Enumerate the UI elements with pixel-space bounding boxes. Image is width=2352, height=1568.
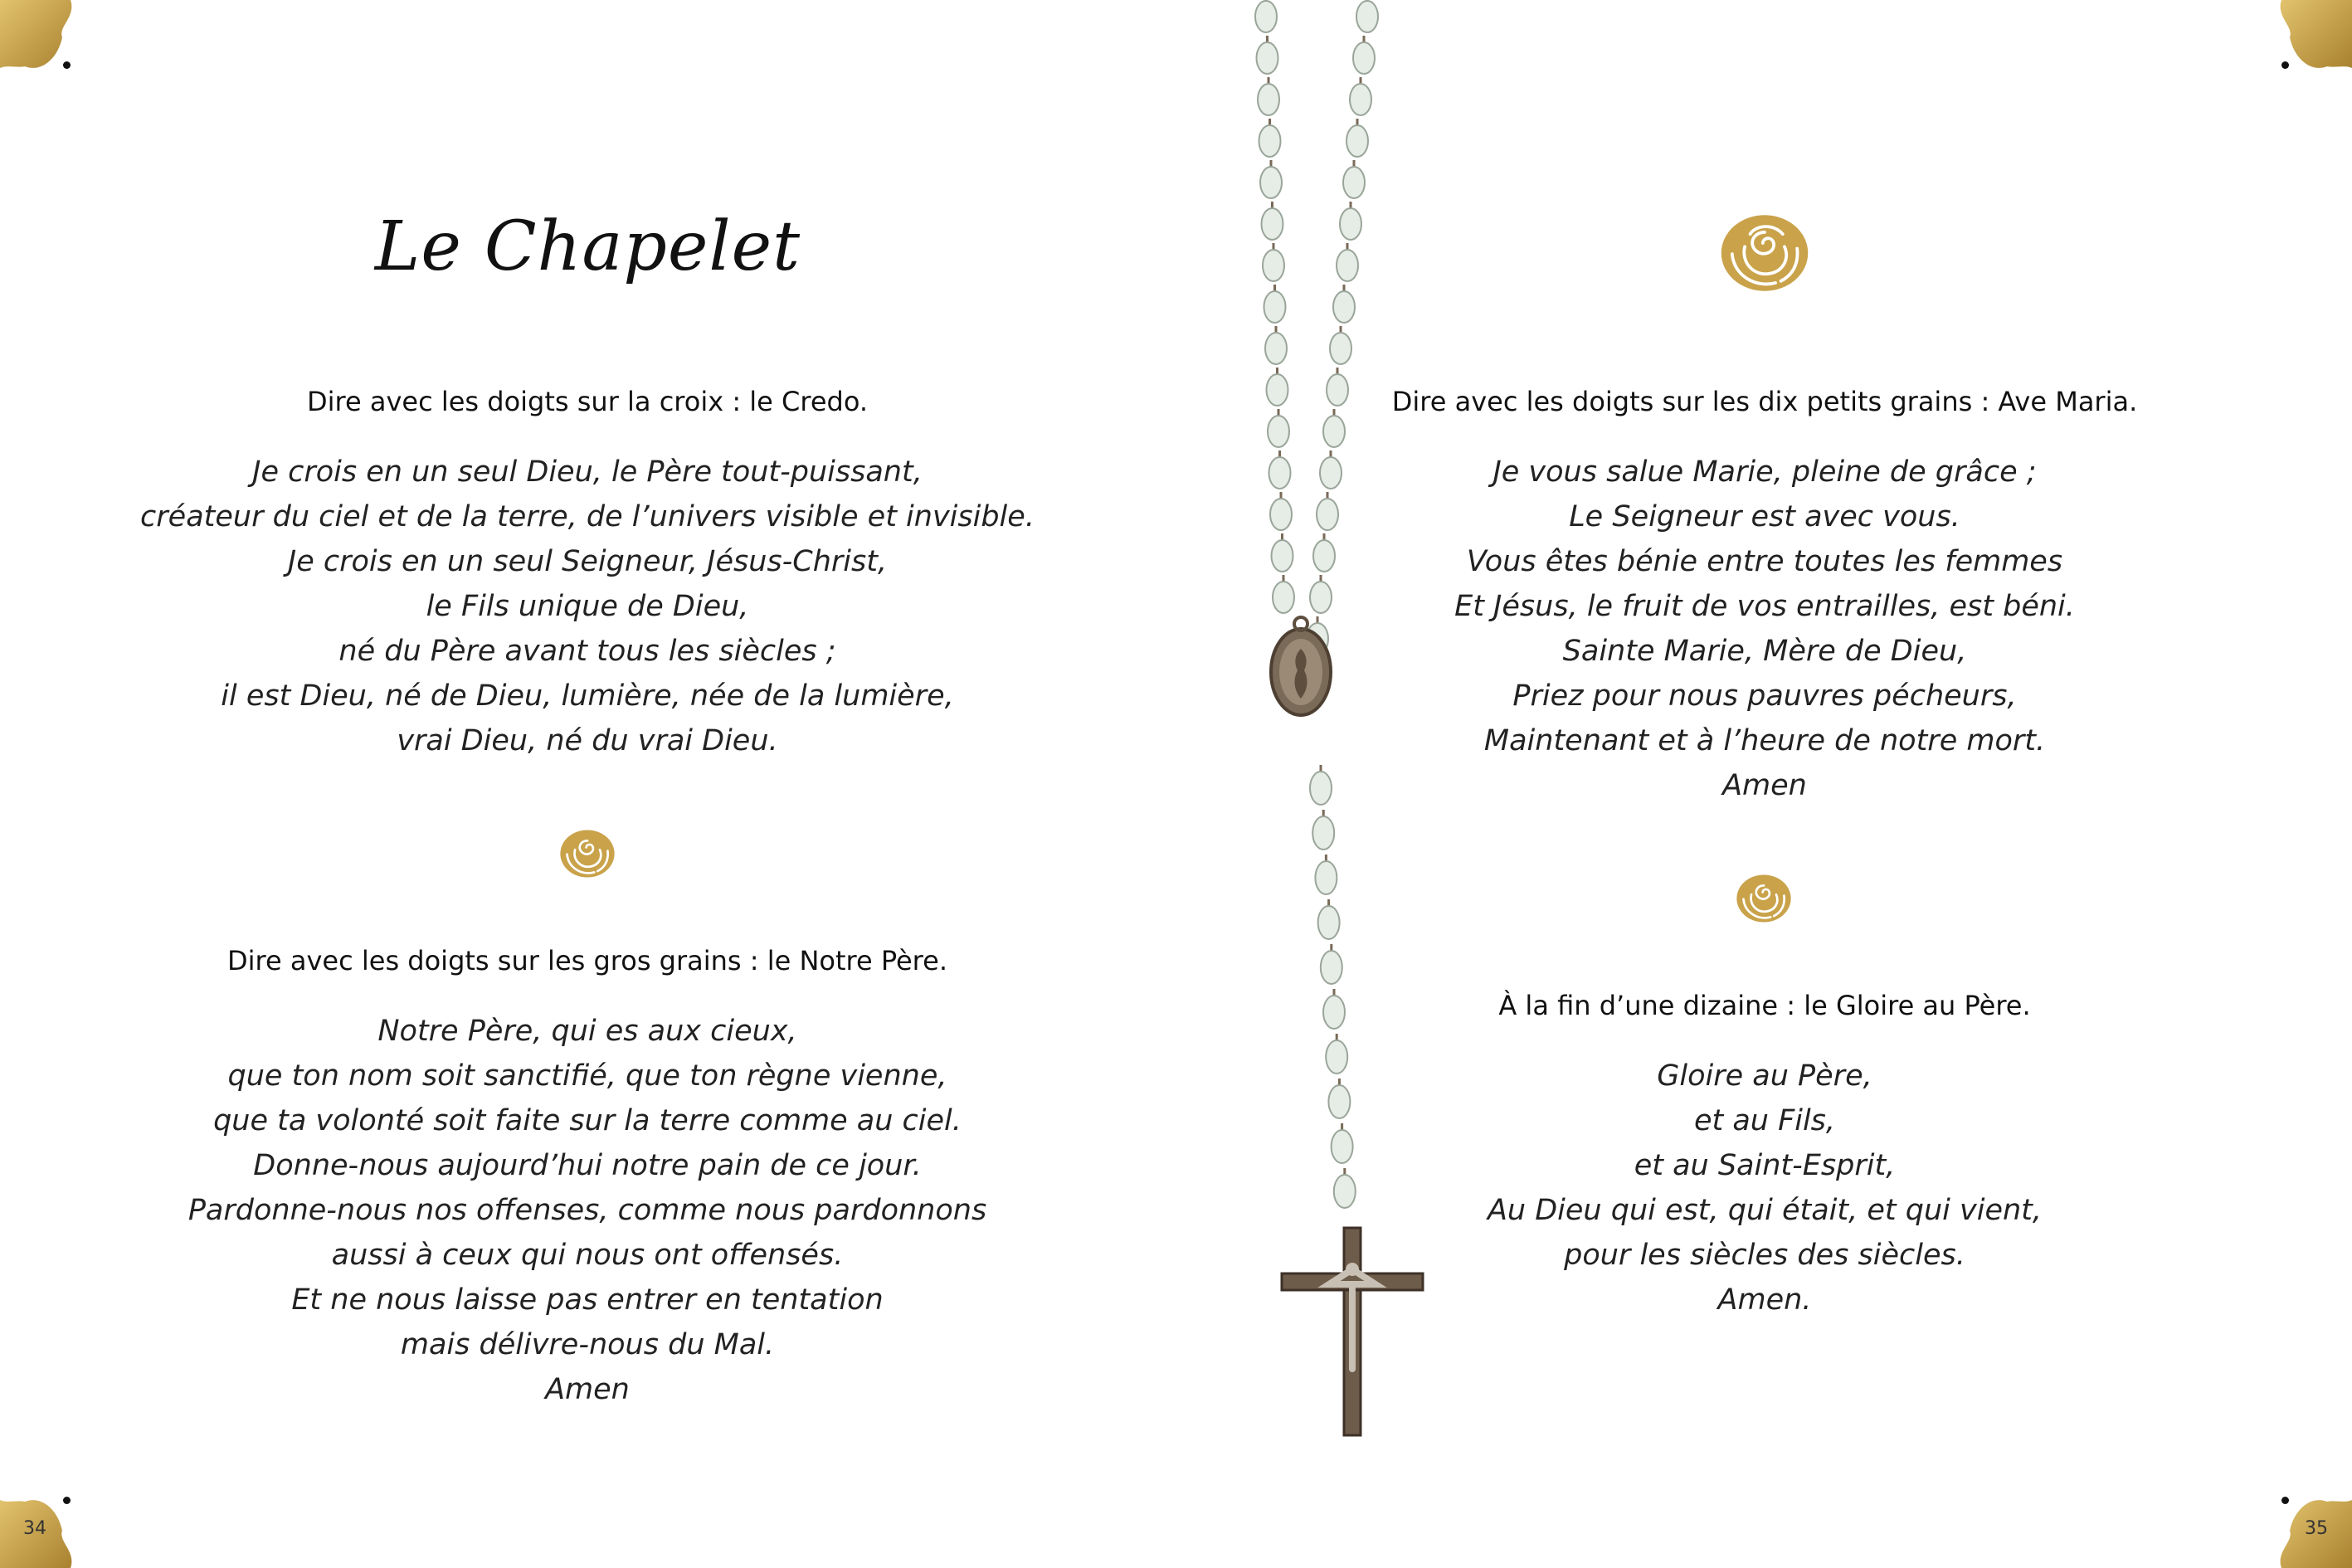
rosary-chain-right — [1303, 0, 1378, 696]
rosary-bead — [1310, 582, 1332, 613]
rosary-bead — [1326, 1040, 1347, 1074]
rosary-bead — [1337, 250, 1358, 281]
rosary-bead — [1323, 996, 1345, 1029]
page-number-left: 34 — [23, 1518, 46, 1539]
prayer-line: Amen — [1722, 769, 1807, 802]
rosary-bead — [1353, 42, 1375, 74]
rosary-bead — [1260, 167, 1282, 198]
prayer-line: Le Seigneur est avec vous. — [1569, 500, 1960, 533]
rosary-bead — [1318, 906, 1340, 939]
rosary-bead — [1350, 84, 1371, 115]
rosary-bead — [1263, 250, 1284, 281]
prayer-line: Je crois en un seul Seigneur, Jésus-Christ, — [287, 545, 888, 578]
rosary-bead — [1356, 1, 1378, 32]
rosary-bead — [1257, 42, 1278, 74]
prayer-line: aussi à ceux qui nous ont offensés. — [331, 1239, 844, 1272]
rosary-bead — [1264, 291, 1286, 323]
prayer-line: Vous êtes bénie entre toutes les femmes — [1466, 545, 2063, 578]
prayer-line: Gloire au Père, — [1657, 1059, 1872, 1093]
rosary-bead — [1273, 582, 1294, 613]
rosary-bead — [1312, 816, 1334, 850]
instruction-text: Dire avec les doigts sur les gros grains : le Notre Père. — [227, 945, 947, 976]
prayer-line: Au Dieu qui est, qui était, et qui vient, — [1487, 1194, 2043, 1227]
rosary-illustration — [1236, 0, 1452, 1460]
prayer-line: que ton nom soit sanctifié, que ton règne vienne, — [227, 1059, 947, 1093]
rosary-chain-bottom — [1310, 765, 1356, 1208]
rosary-bead — [1346, 125, 1368, 157]
prayer-line: il est Dieu, né de Dieu, lumière, née de la lumière, — [221, 679, 954, 713]
prayer-line: pour les siècles des siècles. — [1564, 1239, 1965, 1272]
prayer-line: mais délivre-nous du Mal. — [400, 1328, 775, 1361]
rosary-bead — [1315, 861, 1337, 894]
prayer-line: et au Fils, — [1693, 1104, 1836, 1137]
rose-icon — [1736, 873, 1792, 924]
rosary-bead — [1328, 1085, 1350, 1118]
rosary-bead — [1265, 333, 1287, 364]
rosary-bead — [1255, 1, 1277, 32]
credo-section — [131, 383, 1044, 763]
page-number-right: 35 — [2305, 1518, 2328, 1539]
prayer-line: Je crois en un seul Dieu, le Père tout-puissant, — [252, 455, 923, 489]
prayer-line: Pardonne-nous nos offenses, comme nous pardonnons — [187, 1194, 987, 1227]
rosary-bead — [1258, 84, 1279, 115]
rosary-bead — [1330, 333, 1351, 364]
rosary-bead — [1327, 374, 1348, 406]
prayer-line: Notre Père, qui es aux cieux, — [377, 1015, 797, 1048]
page-title: Le Chapelet — [374, 207, 801, 286]
prayer-line: Et Jésus, le fruit de vos entrailles, est béni. — [1454, 590, 2075, 623]
rosary-bead — [1268, 416, 1289, 447]
prayer-line: Je vous salue Marie, pleine de grâce ; — [1493, 455, 2037, 489]
prayer-line: né du Père avant tous les siècles ; — [338, 635, 836, 668]
rosary-bead — [1269, 457, 1291, 489]
rose-icon — [559, 828, 616, 879]
rosary-bead — [1272, 540, 1293, 572]
instruction-text: Dire avec les doigts sur la croix : le Credo. — [306, 386, 868, 417]
rosary-bead — [1332, 1130, 1353, 1163]
notre-pere-section — [131, 942, 1044, 1412]
prayer-text — [131, 1009, 1044, 1412]
rosary-bead — [1259, 125, 1281, 157]
prayer-line: Donne-nous aujourd’hui notre pain de ce jour. — [253, 1149, 922, 1182]
instruction-text: À la fin d’une dizaine : le Gloire au Père. — [1498, 990, 2031, 1021]
prayer-line: Sainte Marie, Mère de Dieu, — [1562, 635, 1967, 668]
rosary-bead — [1267, 374, 1288, 406]
prayer-text — [131, 450, 1044, 763]
crucifix — [1282, 1228, 1423, 1435]
rose-icon-large — [1717, 212, 1812, 294]
rosary-bead — [1333, 291, 1355, 323]
rosary-bead — [1270, 499, 1292, 530]
prayer-line: vrai Dieu, né du vrai Dieu. — [397, 724, 778, 757]
prayer-line: Maintenant et à l’heure de notre mort. — [1483, 724, 2046, 757]
rosary-chain-left — [1255, 0, 1294, 613]
prayer-line: Et ne nous laisse pas entrer en tentation — [291, 1283, 884, 1317]
instruction-text: Dire avec les doigts sur les dix petits grains : Ave Maria. — [1391, 386, 2138, 417]
rosary-bead — [1343, 167, 1365, 198]
rosary-bead — [1320, 457, 1342, 489]
prayer-line: Amen. — [1717, 1283, 1812, 1317]
rosary-bead — [1340, 208, 1361, 240]
rosary-bead — [1321, 951, 1342, 984]
rosary-bead — [1313, 540, 1335, 572]
rosary-bead — [1262, 208, 1283, 240]
prayer-line: et au Saint-Esprit, — [1634, 1149, 1896, 1182]
prayer-line: le Fils unique de Dieu, — [426, 590, 749, 623]
prayer-line: créateur du ciel et de la terre, de l’univers visible et invisible. — [140, 500, 1035, 533]
prayer-line: Priez pour nous pauvres pécheurs, — [1512, 679, 2017, 713]
rosary-bead — [1334, 1175, 1356, 1208]
rosary-bead — [1323, 416, 1345, 447]
rosary-bead — [1317, 499, 1338, 530]
rosary-bead — [1310, 772, 1332, 805]
prayer-line: Amen — [545, 1373, 630, 1406]
prayer-line: que ta volonté soit faite sur la terre comme au ciel. — [213, 1104, 962, 1137]
